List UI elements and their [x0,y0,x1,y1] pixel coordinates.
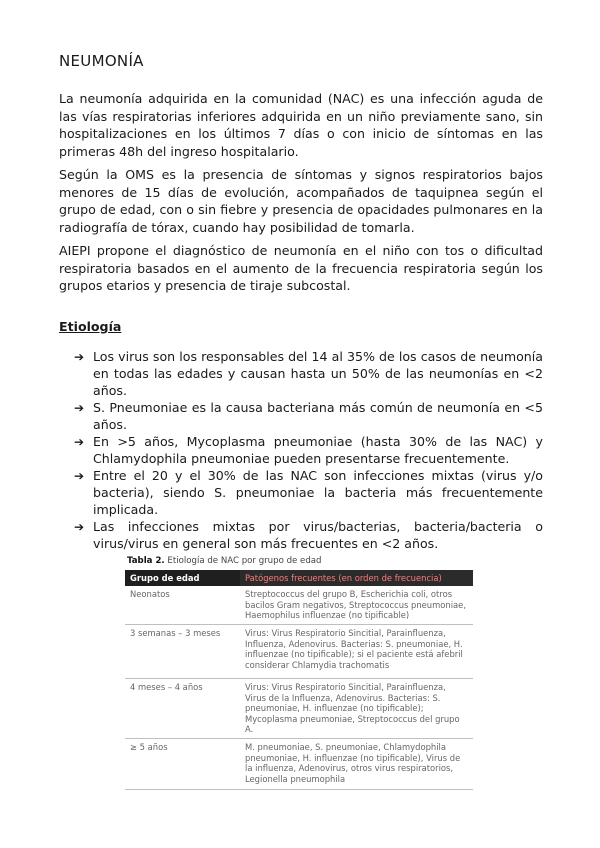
bullet-text: En >5 años, Mycoplasma pneumoniae (hasta 30% de las NAC) y Chlamydophila pneumoniae pueden presentarse frecuentemente. [93,433,543,466]
table-caption [127,556,322,566]
table-caption-label: Tabla 2. [127,556,165,566]
paragraph-definition-aiepi: AIEPI propone el diagnóstico de neumonía en el niño con tos o dificultad respiratoria basados en el aumento de la frecuencia respiratoria según los grupos etarios y presencia de tiraje subcostal. [59,243,543,293]
arrow-icon: ➔ [74,469,85,484]
cell-pathogens: M. pneumoniae, S. pneumoniae, Chlamydophila pneumoniae, H. influenzae (no tipificable), Virus de la influenza, Adenovirus, otros virus respiratorios, Legionella pneumophila [240,738,473,789]
column-header-age-group: Grupo de edad [125,570,240,586]
cell-age-group: 3 semanas – 3 meses [125,625,240,679]
arrow-icon: ➔ [74,400,85,415]
cell-age-group: 4 meses – 4 años [125,679,240,739]
paragraph-definition-oms: Según la OMS es la presencia de síntomas y signos respiratorios bajos menores de 15 días de evolución, acompañados de taquipnea según el grupo de edad, con o sin fiebre y presencia de opacidades pulmonares en la radiografía de tórax, cuando hay posibilidad de tomarla. [59,167,543,235]
section-title-etiologia: Etiología [59,319,122,334]
table-row [125,679,473,739]
bullet-item [74,400,543,434]
bullet-item [74,468,543,518]
cell-pathogens: Streptococcus del grupo B, Escherichia coli, otros bacilos Gram negativos, Streptococcus pneumoniae, Haemophilus influenzae (no tipificable) [240,586,473,625]
arrow-icon: ➔ [74,519,85,534]
table-row [125,586,473,625]
etiology-table [125,570,473,790]
bullet-item [74,349,543,399]
cell-age-group: Neonatos [125,586,240,625]
page-title: NEUMONÍA [59,52,144,70]
bullet-text: Entre el 20 y el 30% de las NAC son infecciones mixtas (virus y/o bacteria), siendo S. pneumoniae la bacteria más frecuentemente implicada. [93,468,543,517]
arrow-icon: ➔ [74,434,85,449]
bullet-text: Los virus son los responsables del 14 al 35% de los casos de neumonía en todas las edades y causan hasta un 50% de las neumonías en <2 años. [93,349,543,398]
paragraph-definition-nac: La neumonía adquirida en la comunidad (NAC) es una infección aguda de las vías respiratorias inferiores adquirida en un niño previamente sano, sin hospitalizaciones en los últimos 7 días o con inicio de síntomas en las primeras 48h del ingreso hospitalario. [59,91,543,159]
etiology-bullet-list [74,349,543,553]
column-header-pathogens: Patógenos frecuentes (en orden de frecuencia) [240,570,473,586]
arrow-icon: ➔ [74,350,85,364]
bullet-text: S. Pneumoniae es la causa bacteriana más común de neumonía en <5 años. [93,399,543,432]
table-row [125,625,473,679]
table-row [125,738,473,789]
cell-pathogens: Virus: Virus Respiratorio Sincitial, Parainfluenza, Influenza, Adenovirus. Bacterias: S. pneumoniae, H. influenzae (no tipificable); si el paciente está afebril considerar Chlamydia trachomatis [240,625,473,679]
table-header-row [125,570,473,586]
cell-pathogens: Virus: Virus Respiratorio Sincitial, Parainfluenza, Virus de la Influenza, Adenovirus. Bacterias: S. pneumoniae, H. influenzae (no tipificable); Mycoplasma pneumoniae, Streptococcus del grupo A. [240,679,473,739]
cell-age-group: ≥ 5 años [125,738,240,789]
bullet-item [74,434,543,468]
table-caption-text: Etiología de NAC por grupo de edad [167,556,322,566]
bullet-text: Las infecciones mixtas por virus/bacterias, bacteria/bacteria o virus/virus en general son más frecuentes en <2 años. [93,518,543,551]
bullet-item [74,519,543,553]
